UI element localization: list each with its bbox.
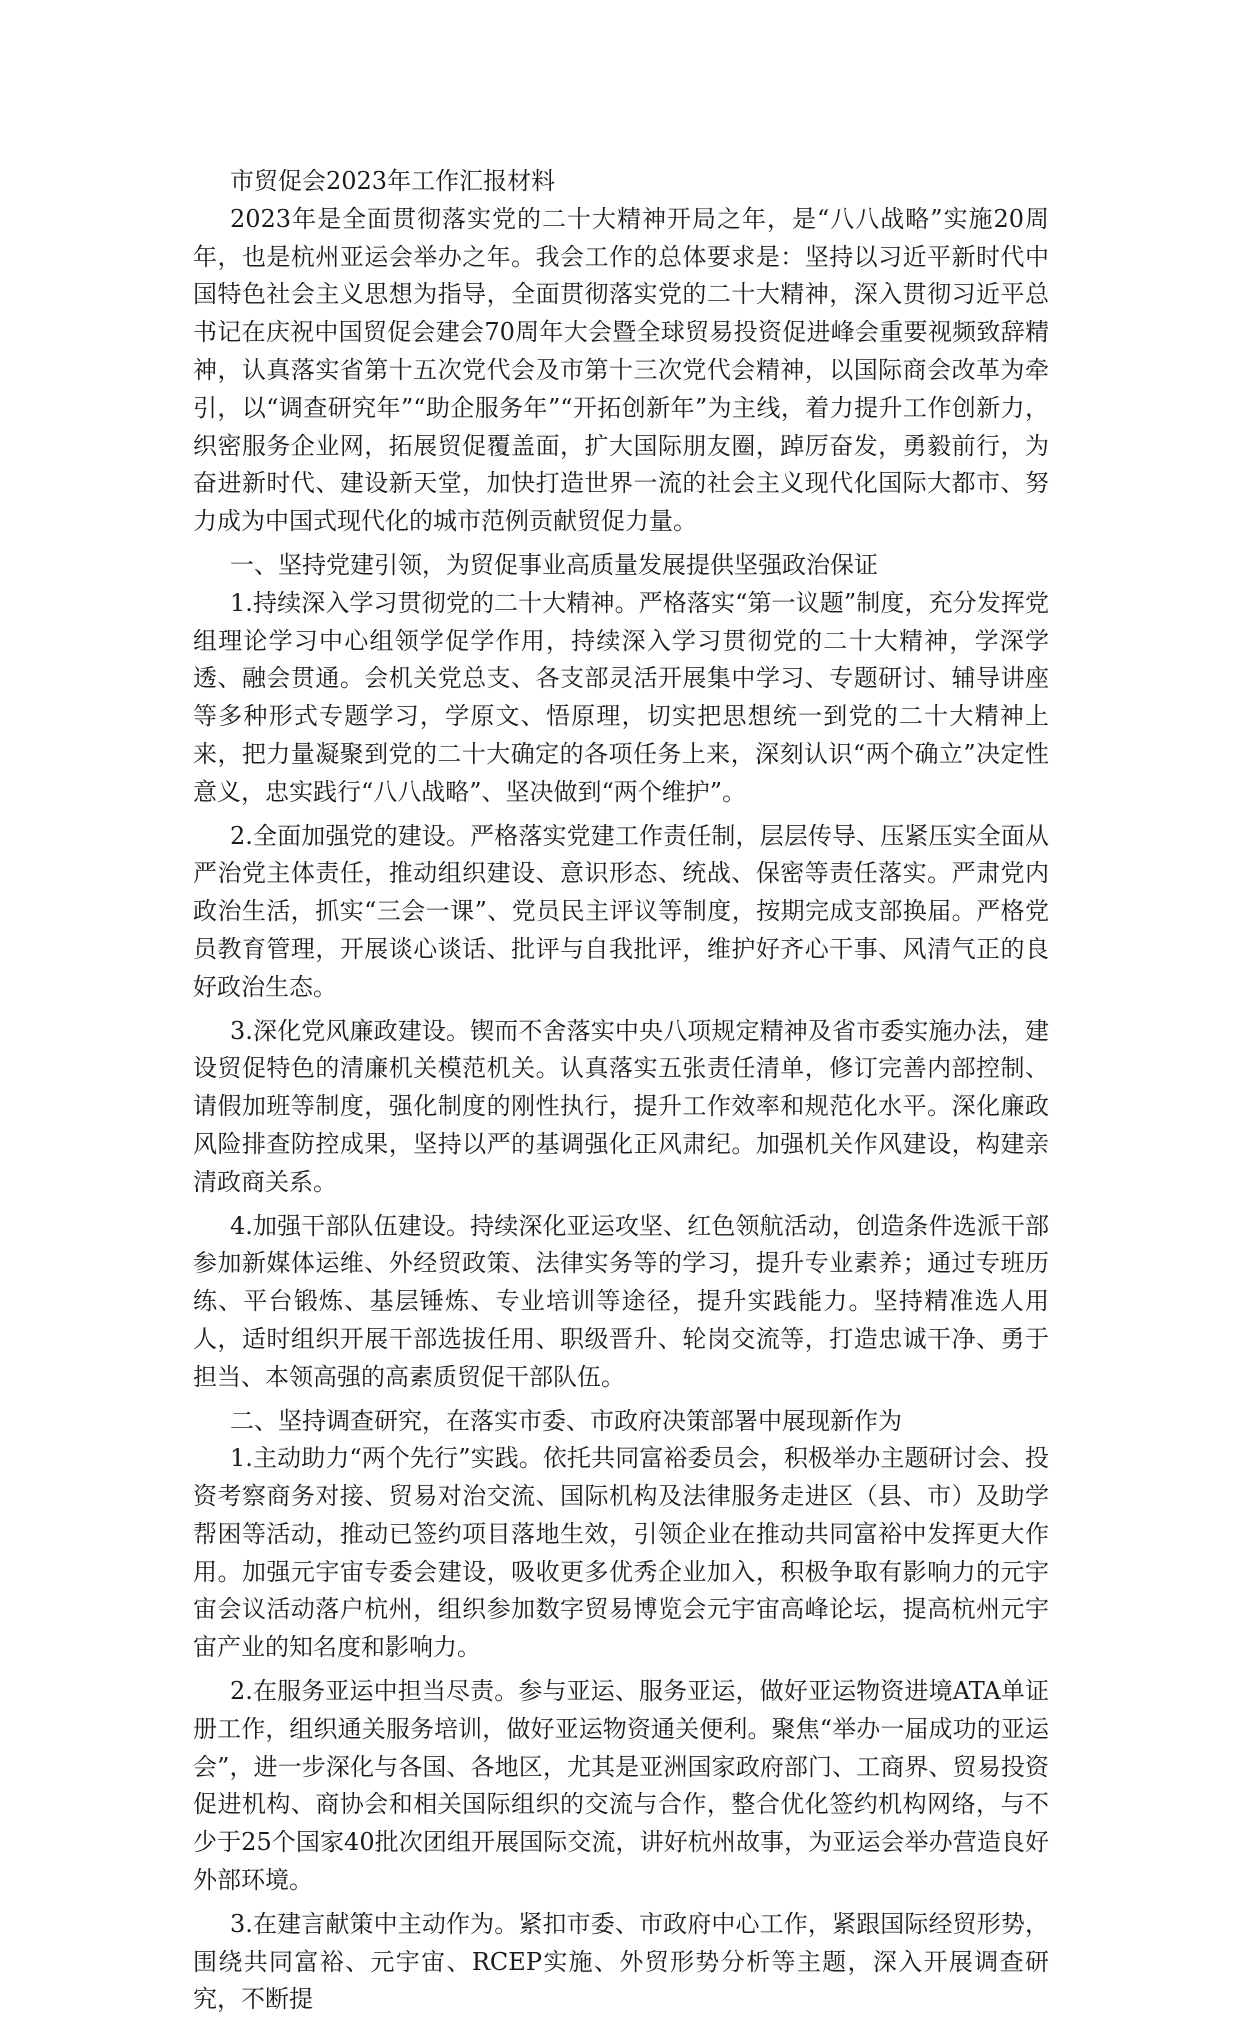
document-page — [193, 163, 1049, 2025]
intro-paragraph: 2023年是全面贯彻落实党的二十大精神开局之年，是“八八战略”实施20周年，也是杭州亚运会举办之年。我会工作的总体要求是：坚持以习近平新时代中国特色社会主义思想为指导，全面贯彻落实党的二十大精神，深入贯彻习近平总书记在庆祝中国贸促会建会70周年大会暨全球贸易投资促进峰会重要视频致辞精神，认真落实省第十五次党代会及市第十三次党代会精神，以国际商会改革为牵引，以“调查研究年”“助企服务年”“开拓创新年”为主线，着力提升工作创新力，织密服务企业网，拓展贸促覆盖面，扩大国际朋友圈，踔厉奋发，勇毅前行，为奋进新时代、建设新天堂，加快打造世界一流的社会主义现代化国际大都市、努力成为中国式现代化的城市范例贡献贸促力量。 — [193, 204, 1049, 536]
section-heading-1: 一、坚持党建引领，为贸促事业高质量发展提供坚强政治保证 — [230, 550, 878, 579]
section-1-item-1: 1.持续深入学习贯彻党的二十大精神。严格落实“第一议题”制度，充分发挥党组理论学习中心组领学促学作用，持续深入学习贯彻党的二十大精神，学深学透、融会贯通。会机关党总支、各支部灵活开展集中学习、专题研讨、辅导讲座等多种形式专题学习，学原文、悟原理，切实把思想统一到党的二十大精神上来，把力量凝聚到党的二十大确定的各项任务上来，深刻认识“两个确立”决定性意义，忠实践行“八八战略”、坚决做到“两个维护”。 — [193, 588, 1049, 806]
section-2-item-2: 2.在服务亚运中担当尽责。参与亚运、服务亚运，做好亚运物资进境ATA单证册工作，组织通关服务培训，做好亚运物资通关便利。聚焦“举办一届成功的亚运会”，进一步深化与各国、各地区，尤其是亚洲国家政府部门、工商界、贸易投资促进机构、商协会和相关国际组织的交流与合作，整合优化签约机构网络，与不少于25个国家40批次团组开展国际交流，讲好杭州故事，为亚运会举办营造良好外部环境。 — [193, 1677, 1049, 1895]
section-1-item-3: 3.深化党风廉政建设。锲而不舍落实中央八项规定精神及省市委实施办法，建设贸促特色的清廉机关模范机关。认真落实五张责任清单，修订完善内部控制、请假加班等制度，强化制度的刚性执行，提升工作效率和规范化水平。深化廉政风险排查防控成果，坚持以严的基调强化正风肃纪。加强机关作风建设，构建亲清政商关系。 — [193, 1016, 1049, 1196]
document-title: 市贸促会2023年工作汇报材料 — [230, 167, 556, 195]
section-2-item-3: 3.在建言献策中主动作为。紧扣市委、市政府中心工作，紧跟国际经贸形势，围绕共同富裕、元宇宙、RCEP实施、外贸形势分析等主题，深入开展调查研究，不断提 — [193, 1909, 1049, 2014]
section-heading-2: 二、坚持调查研究，在落实市委、市政府决策部署中展现新作为 — [230, 1406, 902, 1435]
section-2-item-1: 1.主动助力“两个先行”实践。依托共同富裕委员会，积极举办主题研讨会、投资考察商务对接、贸易对治交流、国际机构及法律服务走进区（县、市）及助学帮困等活动，推动已签约项目落地生效，引领企业在推动共同富裕中发挥更大作用。加强元宇宙专委会建设，吸收更多优秀企业加入，积极争取有影响力的元宇宙会议活动落户杭州，组织参加数字贸易博览会元宇宙高峰论坛，提高杭州元宇宙产业的知名度和影响力。 — [193, 1444, 1049, 1662]
section-1-item-4: 4.加强干部队伍建设。持续深化亚运攻坚、红色领航活动，创造条件选派干部参加新媒体运维、外经贸政策、法律实务等的学习，提升专业素养；通过专班历练、平台锻炼、基层锤炼、专业培训等途径，提升实践能力。坚持精准选人用人，适时组织开展干部选拔任用、职级晋升、轮岗交流等，打造忠诚干净、勇于担当、本领高强的高素质贸促干部队伍。 — [193, 1211, 1049, 1391]
section-1-item-2: 2.全面加强党的建设。严格落实党建工作责任制，层层传导、压紧压实全面从严治党主体责任，推动组织建设、意识形态、统战、保密等责任落实。严肃党内政治生活，抓实“三会一课”、党员民主评议等制度，按期完成支部换届。严格党员教育管理，开展谈心谈话、批评与自我批评，维护好齐心干事、风清气正的良好政治生态。 — [193, 821, 1049, 1001]
